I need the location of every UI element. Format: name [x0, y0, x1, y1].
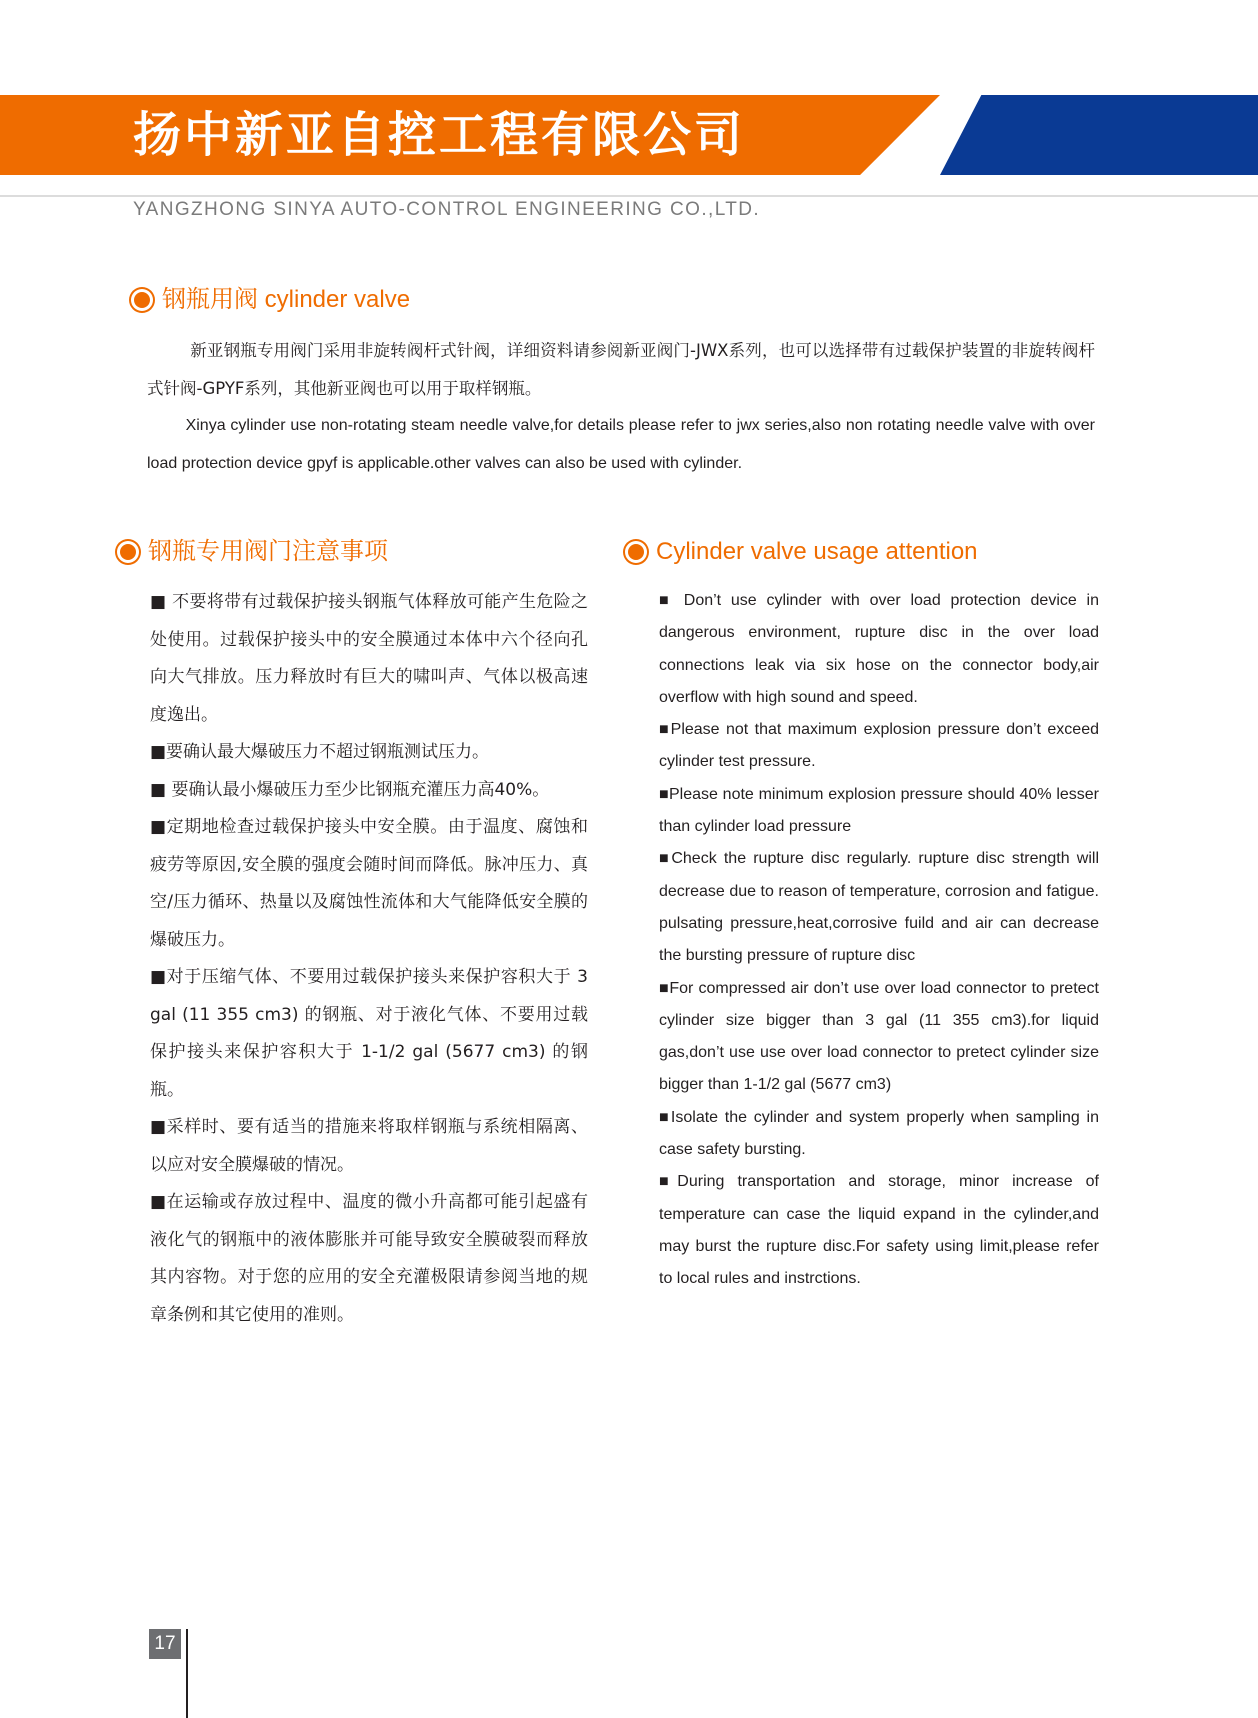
- attention-item-cn: ■对于压缩气体、不要用过载保护接头来保护容积大于 3 gal (11 355 cm3) 的钢瓶、对于液化气体、不要用过载保护接头来保护容积大于 1-1/2 gal (5677 cm3) 的钢瓶。: [150, 967, 588, 1100]
- attention-list-en: [659, 585, 1099, 1296]
- section-title-text: Cylinder valve usage attention: [656, 538, 978, 565]
- section-title-cylinder-valve: [130, 285, 410, 315]
- attention-item-cn: ■采样时、要有适当的措施来将取样钢瓶与系统相隔离、以应对安全膜爆破的情况。: [150, 1117, 588, 1175]
- page-number: 17: [149, 1629, 181, 1659]
- attention-item-cn: ■要确认最大爆破压力不超过钢瓶测试压力。: [150, 742, 490, 762]
- intro-paragraph-cn: 新亚钢瓶专用阀门采用非旋转阀杆式针阀，详细资料请参阅新亚阀门-JWX系列，也可以选择带有过载保护装置的非旋转阀杆式针阀-GPYF系列，其他新亚阀也可以用于取样钢瓶。: [147, 341, 1095, 398]
- attention-item-cn: ■ 不要将带有过载保护接头钢瓶气体释放可能产生危险之处使用。过载保护接头中的安全膜通过本体中六个径向孔向大气排放。压力释放时有巨大的啸叫声、气体以极高速度逸出。: [150, 592, 588, 725]
- section-title-text: 钢瓶专用阀门注意事项: [148, 538, 388, 565]
- attention-list-cn: [150, 584, 588, 1334]
- section-title-attention-cn: [116, 537, 388, 567]
- attention-item-en: ■Check the rupture disc regularly. rupture disc strength will decrease due to reason of temperature, corrosion and fatigue. pulsating pressure,heat,corrosive fuild and air can decrease the bursting pressure of rupture disc: [659, 850, 1099, 965]
- orange-bullet-icon: [628, 544, 644, 560]
- header-divider: [0, 195, 1258, 197]
- company-name-en: YANGZHONG SINYA AUTO-CONTROL ENGINEERING CO.,LTD.: [133, 199, 761, 220]
- section-title-attention-en: [624, 537, 978, 567]
- orange-bullet-icon: [120, 544, 136, 560]
- section-title-text: 钢瓶用阀 cylinder valve: [162, 286, 411, 313]
- attention-item-cn: ■ 要确认最小爆破压力至少比钢瓶充灌压力高40%。: [150, 779, 550, 800]
- attention-item-en: ■For compressed air don’t use over load connector to pretect cylinder size bigger than 3 gal (11 355 cm3).for liquid gas,don’t use use over load connector to pretect cylinder size bigger than 1-1/2 gal (5677 cm3): [659, 979, 1099, 1094]
- header-blue-band: [940, 95, 1258, 175]
- attention-item-en: ■Please not that maximum explosion pressure don’t exceed cylinder test pressure.: [659, 721, 1099, 771]
- attention-item-cn: ■定期地检查过载保护接头中安全膜。由于温度、腐蚀和疲劳等原因,安全膜的强度会随时间而降低。脉冲压力、真空/压力循环、热量以及腐蚀性流体和大气能降低安全膜的爆破压力。: [150, 817, 588, 950]
- attention-item-en: ■Please note minimum explosion pressure should 40% lesser than cylinder load pressure: [659, 785, 1099, 836]
- attention-item-en: ■Isolate the cylinder and system properly when sampling in case safety bursting.: [659, 1108, 1099, 1159]
- attention-item-cn: ■在运输或存放过程中、温度的微小升高都可能引起盛有液化气的钢瓶中的液体膨胀并可能导致安全膜破裂而释放其内容物。对于您的应用的安全充灌极限请参阅当地的规章条例和其它使用的准则。: [150, 1192, 588, 1325]
- page-margin-line: [186, 1629, 188, 1718]
- attention-item-en: ■ Don’t use cylinder with over load protection device in dangerous environment, rupture disc in the over load connections leak via six hose on the connector body,air overflow with high sound and speed.: [659, 592, 1099, 706]
- company-name-cn: 扬中新亚自控工程有限公司: [133, 107, 746, 163]
- orange-bullet-icon: [134, 292, 150, 308]
- intro-paragraph-en: Xinya cylinder use non-rotating steam needle valve,for details please refer to jwx series,also non rotating needle valve with over load protection device gpyf is applicable.other valves can also be used with cylinder.: [147, 417, 1100, 472]
- attention-item-en: ■During transportation and storage, minor increase of temperature can case the liquid expand in the cylinder,and may burst the rupture disc.For safety using limit,please refer to local rules and instrctions.: [659, 1173, 1099, 1288]
